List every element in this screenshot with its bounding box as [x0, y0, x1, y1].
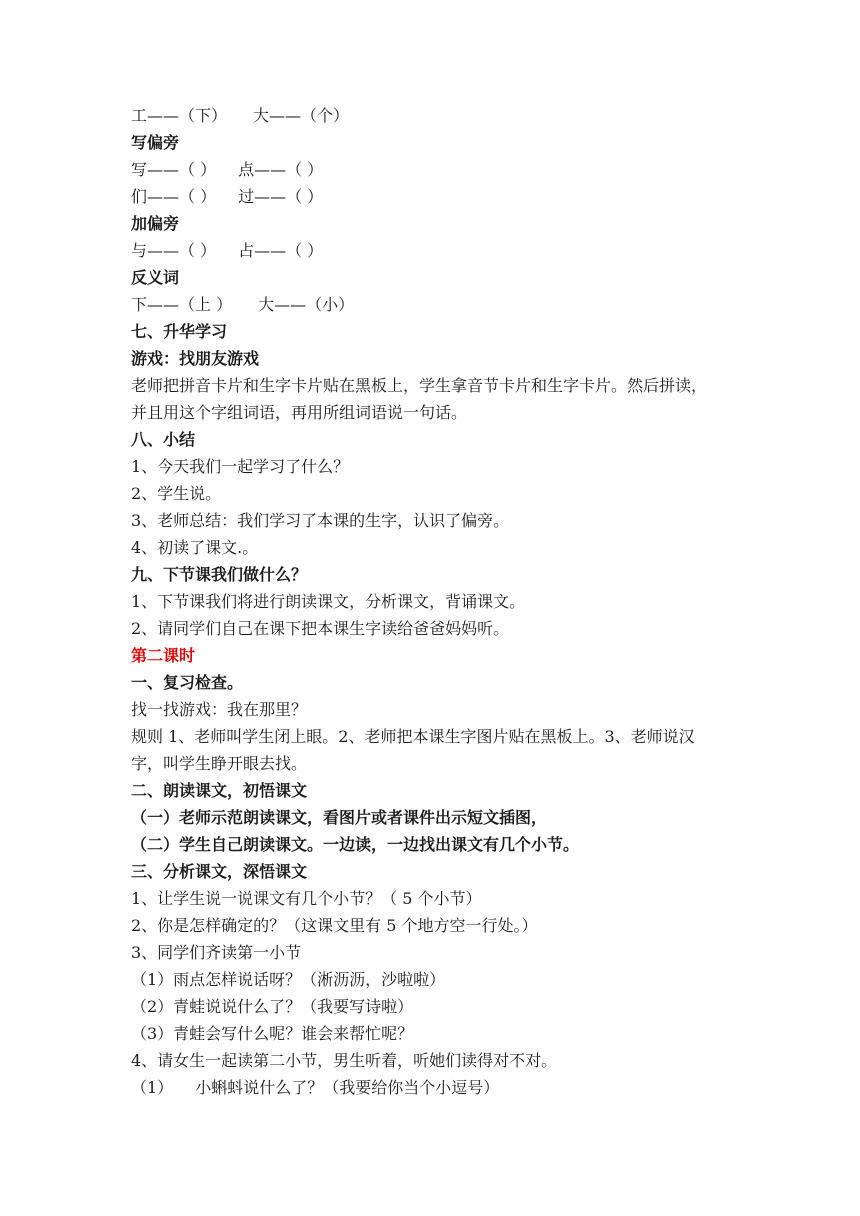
section-heading: 九、下节课我们做什么？	[131, 565, 308, 584]
list-item: （2）青蛙说说什么了？（我要写诗啦）	[131, 997, 414, 1016]
list-item: （3）青蛙会写什么呢？谁会来帮忙呢？	[131, 1024, 414, 1043]
item-number: （1）	[131, 1078, 174, 1097]
subheading: （一）老师示范朗读课文，看图片或者课件出示短文插图，	[131, 808, 548, 827]
pair-right: 占——（ ）	[238, 241, 324, 260]
pair-right: 大——（个）	[253, 106, 350, 125]
list-item: 4、初读了课文.。	[131, 538, 259, 557]
list-item: 3、同学们齐读第一小节	[131, 943, 302, 962]
section-heading: 三、分析课文，深悟课文	[131, 862, 308, 881]
subheading: 写偏旁	[131, 133, 180, 152]
subheading: 游戏：找朋友游戏	[131, 349, 260, 368]
list-item	[131, 1074, 731, 1101]
paragraph-line: 规则 1、老师叫学生闭上眼。2、老师把本课生字图片贴在黑板上。3、老师说汉	[131, 727, 695, 746]
pair-line	[131, 102, 731, 129]
paragraph-line: 老师把拼音卡片和生字卡片贴在黑板上，学生拿音节卡片和生字卡片。然后拼读，	[131, 376, 708, 395]
list-item: 4、请女生一起读第二小节，男生听着，听她们读得对不对。	[131, 1051, 558, 1070]
list-item: 2、请同学们自己在课下把本课生字读给爸爸妈妈听。	[131, 619, 510, 638]
list-item: 1、下节课我们将进行朗读课文，分析课文，背诵课文。	[131, 592, 526, 611]
subheading: 加偏旁	[131, 214, 180, 233]
list-item: 3、老师总结：我们学习了本课的生字，认识了偏旁。	[131, 511, 510, 530]
pair-left: 写——（ ）	[131, 160, 217, 179]
pair-line	[131, 156, 731, 183]
list-item: 2、学生说。	[131, 484, 222, 503]
section-heading: 二、朗读课文，初悟课文	[131, 781, 308, 800]
pair-left: 与——（ ）	[131, 241, 217, 260]
section-heading: 八、小结	[131, 430, 196, 449]
list-item: 1、让学生说一说课文有几个小节？（ 5 个小节）	[131, 889, 482, 908]
pair-right: 大——（小）	[258, 295, 355, 314]
subheading: （二）学生自己朗读课文。一边读，一边找出课文有几个小节。	[131, 835, 580, 854]
lesson-heading: 第二课时	[131, 646, 196, 665]
pair-line	[131, 291, 731, 318]
paragraph-line: 找一找游戏：我在那里？	[131, 700, 308, 719]
pair-left: 们——（ ）	[131, 187, 217, 206]
pair-left: 工——（下）	[131, 106, 228, 125]
list-item: 2、你是怎样确定的？（这课文里有 5 个地方空一行处。）	[131, 916, 538, 935]
pair-line	[131, 183, 731, 210]
list-item: 1、今天我们一起学习了什么？	[131, 457, 350, 476]
pair-left: 下——（上 ）	[131, 295, 233, 314]
pair-line	[131, 237, 731, 264]
document-body	[131, 102, 731, 1101]
subheading: 反义词	[131, 268, 180, 287]
paragraph-line: 字，叫学生睁开眼去找。	[131, 754, 308, 773]
paragraph-line: 并且用这个字组词语，再用所组词语说一句话。	[131, 403, 468, 422]
pair-right: 过——（ ）	[238, 187, 324, 206]
section-heading: 一、复习检查。	[131, 673, 244, 692]
section-heading: 七、升华学习	[131, 322, 228, 341]
list-item: （1）雨点怎样说话呀？（淅沥沥，沙啦啦）	[131, 970, 446, 989]
item-text: 小蝌蚪说什么了？（我要给你当个小逗号）	[195, 1078, 500, 1097]
pair-right: 点——（ ）	[238, 160, 324, 179]
